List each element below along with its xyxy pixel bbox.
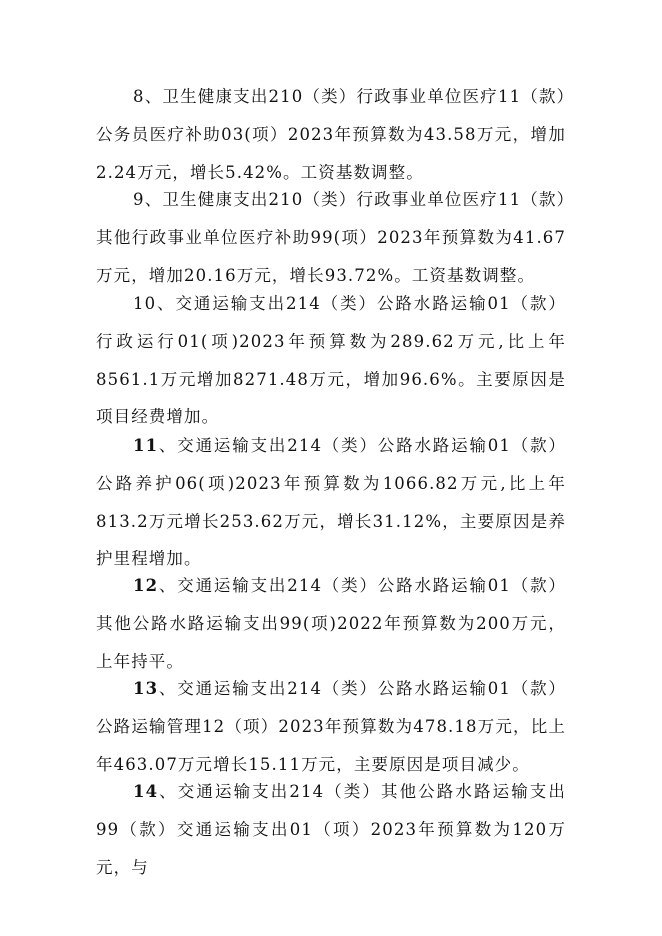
paragraph-number: 8: [133, 87, 145, 106]
paragraph-10: [96, 285, 566, 436]
paragraph-13: [96, 670, 566, 783]
paragraph-number: 11: [133, 436, 159, 455]
paragraph-text: 、交通运输支出214（类）公路水路运输01（款）行政运行01(项)2023年预算数为289.62万元,比上年8561.1万元增加8271.48万元，增加96.6%。主要原因是项目经费增加。: [96, 294, 566, 427]
paragraph-text: 、交通运输支出214（类）公路水路运输01（款）公路养护06(项)2023年预算数为1066.82万元,比上年813.2万元增长253.62万元，增长31.12%，主要原因是养护里程增加。: [96, 436, 566, 569]
paragraph-number: 12: [133, 576, 159, 595]
paragraph-text: 、卫生健康支出210（类）行政事业单位医疗11（款）公务员医疗补助03(项）2023年预算数为43.58万元，增加2.24万元，增长5.42%。工资基数调整。: [96, 87, 566, 182]
paragraph-text: 、交通运输支出214（类）其他公路水路运输支出99（款）交通运输支出01（项）2023年预算数为120万元，与: [96, 782, 566, 877]
paragraph-text: 、交通运输支出214（类）公路水路运输01（款）其他公路水路运输支出99(项)2022年预算数为200万元，上年持平。: [96, 576, 566, 671]
paragraph-11: [96, 427, 566, 578]
paragraph-number: 9: [133, 190, 145, 209]
paragraph-8: [96, 78, 566, 191]
paragraph-text: 、卫生健康支出210（类）行政事业单位医疗11（款）其他行政事业单位医疗补助99(项）2023年预算数为41.67万元，增加20.16万元，增长93.72%。工资基数调整。: [96, 190, 566, 285]
paragraph-14: [96, 773, 566, 886]
paragraph-text: 、交通运输支出214（类）公路水路运输01（款）公路运输管理12（项）2023年预算数为478.18万元，比上年463.07万元增长15.11万元，主要原因是项目减少。: [96, 679, 566, 774]
paragraph-12: [96, 567, 566, 680]
paragraph-9: [96, 181, 566, 294]
paragraph-number: 13: [133, 679, 159, 698]
paragraph-number: 10: [133, 294, 157, 313]
paragraph-number: 14: [133, 782, 159, 801]
